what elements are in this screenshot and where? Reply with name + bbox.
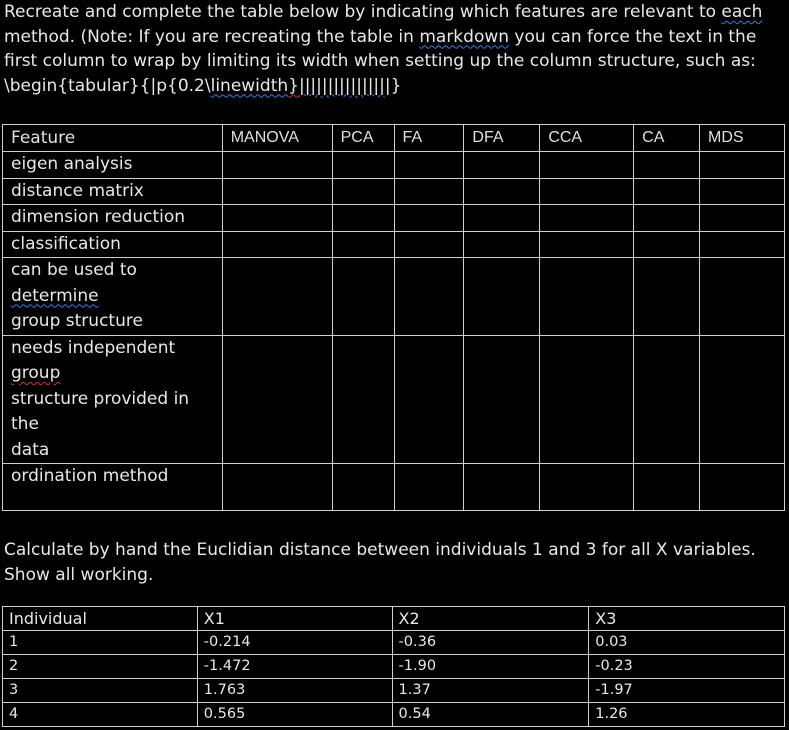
- cell-empty[interactable]: [634, 464, 700, 511]
- feature-line: needs independent: [11, 337, 176, 358]
- cell-x2: 1.37: [392, 679, 589, 703]
- cell-empty[interactable]: [634, 178, 700, 205]
- cell-empty[interactable]: [332, 335, 394, 464]
- col-cca: CCA: [540, 125, 634, 152]
- cell-empty[interactable]: [332, 258, 394, 336]
- table-row: [3, 703, 785, 727]
- cell-empty[interactable]: [464, 178, 540, 205]
- cell-empty[interactable]: [540, 258, 634, 336]
- cell-empty[interactable]: [332, 205, 394, 232]
- cell-x3: -1.97: [589, 679, 785, 703]
- cell-empty[interactable]: [634, 258, 700, 336]
- cell-empty[interactable]: [394, 205, 464, 232]
- cell-empty[interactable]: [464, 231, 540, 258]
- feature-ordination-method: ordination method: [3, 464, 223, 511]
- feature-classification: classification: [3, 231, 223, 258]
- feature-needs-independent-group: [3, 335, 223, 464]
- features-table: [2, 124, 785, 511]
- cell-empty[interactable]: [464, 464, 540, 511]
- col-x1: X1: [197, 607, 392, 631]
- cell-empty[interactable]: [222, 335, 332, 464]
- question-line-2: Show all working.: [4, 564, 154, 585]
- table-row: [3, 231, 785, 258]
- spellcheck-word-markdown[interactable]: markdown: [419, 26, 510, 47]
- cell-empty[interactable]: [540, 335, 634, 464]
- cell-individual: 3: [3, 679, 198, 703]
- cell-empty[interactable]: [464, 258, 540, 336]
- cell-empty[interactable]: [540, 464, 634, 511]
- cell-x2: -1.90: [392, 655, 589, 679]
- question-line-1: Calculate by hand the Euclidian distance between individuals 1 and 3 for all X variables.: [4, 540, 756, 560]
- individuals-header-row: [3, 607, 785, 631]
- cell-x1: -0.214: [197, 631, 392, 655]
- col-x2: X2: [392, 607, 589, 631]
- individuals-table: [2, 606, 785, 727]
- cell-empty[interactable]: [700, 152, 785, 179]
- col-dfa: DFA: [464, 125, 540, 152]
- spellcheck-word-linewidth[interactable]: linewidth: [210, 75, 289, 96]
- cell-empty[interactable]: [394, 258, 464, 336]
- col-pca: PCA: [332, 125, 394, 152]
- cell-empty[interactable]: [700, 205, 785, 232]
- feature-line: group structure: [11, 311, 143, 331]
- cell-x1: 1.763: [197, 679, 392, 703]
- cell-empty[interactable]: [464, 152, 540, 179]
- cell-x3: 0.03: [589, 631, 785, 655]
- table-row: [3, 205, 785, 232]
- cell-empty[interactable]: [700, 464, 785, 511]
- cell-x3: 1.26: [589, 703, 785, 727]
- spellcheck-word-each[interactable]: each: [721, 2, 763, 22]
- cell-empty[interactable]: [222, 152, 332, 179]
- col-fa: FA: [394, 125, 464, 152]
- cell-empty[interactable]: [332, 152, 394, 179]
- cell-empty[interactable]: [700, 335, 785, 464]
- cell-empty[interactable]: [222, 258, 332, 336]
- feature-eigen-analysis: eigen analysis: [3, 152, 223, 179]
- table-row: [3, 631, 785, 655]
- cell-empty[interactable]: [332, 178, 394, 205]
- cell-empty[interactable]: [222, 464, 332, 511]
- cell-x1: 0.565: [197, 703, 392, 727]
- intro-text-4: |}: [384, 75, 402, 96]
- feature-line: the: [11, 414, 39, 434]
- question-paragraph: [4, 538, 784, 587]
- col-ca: CA: [634, 125, 700, 152]
- spellcheck-brace[interactable]: }: [288, 75, 299, 96]
- spellcheck-bars[interactable]: |||||||||||||||: [298, 75, 385, 96]
- feature-line: determine: [11, 285, 99, 306]
- cell-x3: -0.23: [589, 655, 785, 679]
- table-row: [3, 464, 785, 511]
- cell-empty[interactable]: [332, 464, 394, 511]
- cell-empty[interactable]: [634, 335, 700, 464]
- cell-empty[interactable]: [394, 231, 464, 258]
- table-row: [3, 258, 785, 336]
- cell-individual: 4: [3, 703, 198, 727]
- col-feature: Feature: [3, 125, 223, 152]
- cell-empty[interactable]: [700, 258, 785, 336]
- cell-empty[interactable]: [540, 205, 634, 232]
- cell-empty[interactable]: [222, 205, 332, 232]
- table-row: [3, 679, 785, 703]
- instructions-paragraph: [4, 0, 784, 98]
- table-row: [3, 335, 785, 464]
- cell-empty[interactable]: [540, 152, 634, 179]
- cell-empty[interactable]: [394, 178, 464, 205]
- cell-empty[interactable]: [634, 231, 700, 258]
- table-row: [3, 152, 785, 179]
- feature-group-structure: [3, 258, 223, 336]
- table-row: [3, 178, 785, 205]
- feature-line: group: [11, 363, 61, 383]
- feature-distance-matrix: distance matrix: [3, 178, 223, 205]
- cell-empty[interactable]: [394, 152, 464, 179]
- intro-text-1: Recreate and complete the table below by indicating which features are relevant to: [4, 2, 722, 22]
- cell-empty[interactable]: [634, 205, 700, 232]
- feature-line: structure provided in: [11, 388, 190, 409]
- cell-empty[interactable]: [464, 205, 540, 232]
- cell-x1: -1.472: [197, 655, 392, 679]
- col-manova: MANOVA: [222, 125, 332, 152]
- features-header-row: [3, 125, 785, 152]
- cell-empty[interactable]: [540, 178, 634, 205]
- table-row: [3, 655, 785, 679]
- col-mds: MDS: [700, 125, 785, 152]
- cell-empty[interactable]: [332, 231, 394, 258]
- intro-text-2: method. (Note: If you are recreating the table in: [4, 26, 420, 47]
- cell-empty[interactable]: [464, 335, 540, 464]
- feature-dimension-reduction: dimension reduction: [3, 205, 223, 232]
- cell-empty[interactable]: [634, 152, 700, 179]
- cell-empty[interactable]: [540, 231, 634, 258]
- cell-empty[interactable]: [394, 464, 464, 511]
- cell-empty[interactable]: [222, 178, 332, 205]
- cell-x2: 0.54: [392, 703, 589, 727]
- cell-x2: -0.36: [392, 631, 589, 655]
- cell-empty[interactable]: [700, 231, 785, 258]
- intro-text-3: you can force the text in the first column to wrap by limiting its width when setting up the column structure, such as: \begin{tabular}{|p{0.2\: [4, 26, 757, 96]
- cell-individual: 2: [3, 655, 198, 679]
- col-x3: X3: [589, 607, 785, 631]
- feature-line: data: [11, 439, 50, 460]
- cell-empty[interactable]: [222, 231, 332, 258]
- cell-empty[interactable]: [394, 335, 464, 464]
- col-individual: Individual: [3, 607, 198, 631]
- feature-line: can be used to: [11, 260, 137, 280]
- cell-empty[interactable]: [700, 178, 785, 205]
- cell-individual: 1: [3, 631, 198, 655]
